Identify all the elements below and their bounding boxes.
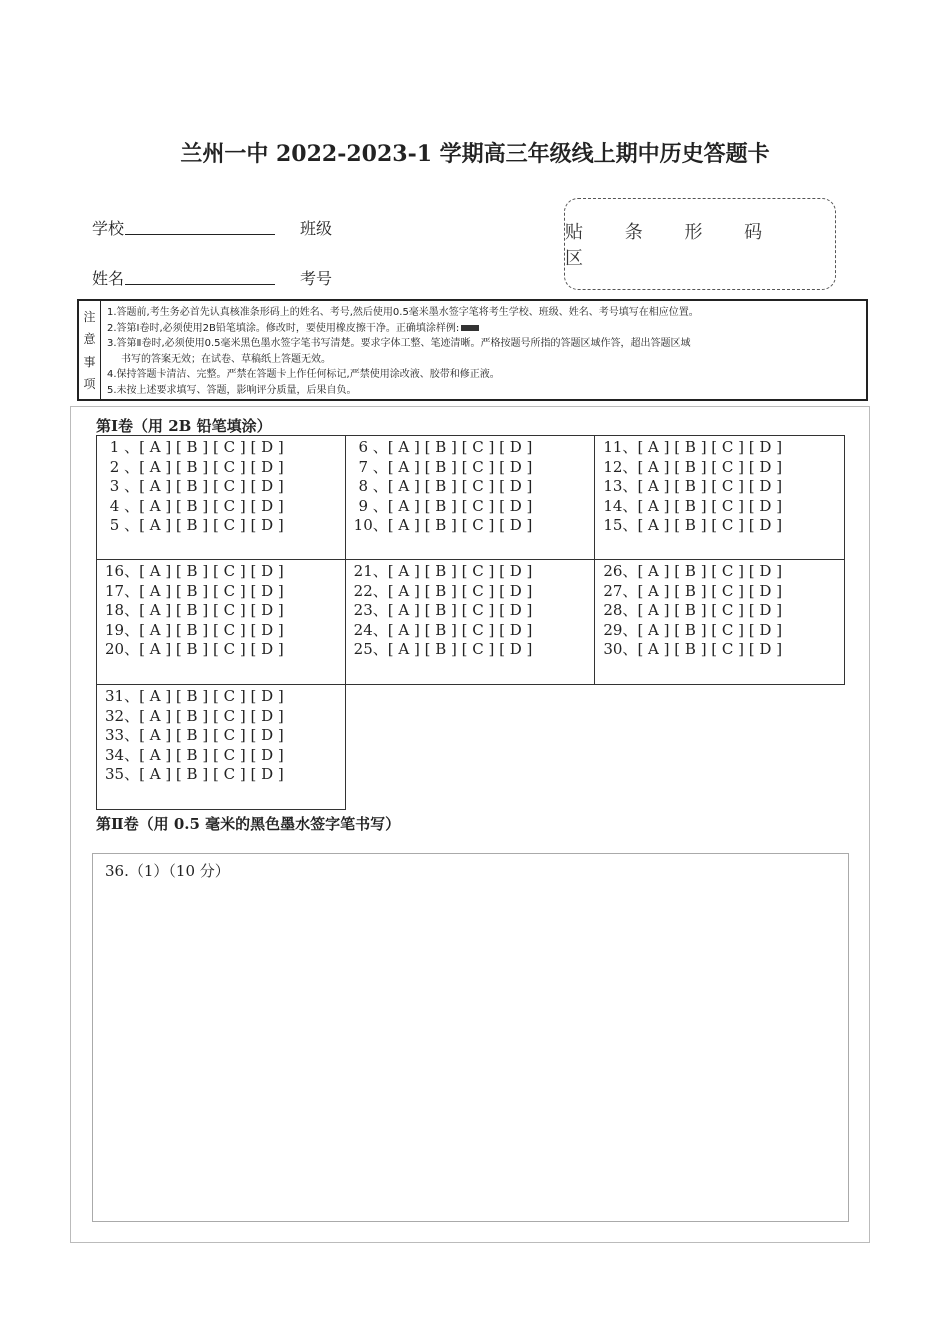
question-number: 5 、 (105, 516, 140, 534)
mc-question[interactable] (354, 562, 595, 582)
answer-options[interactable]: [ A ] [ B ] [ C ] [ D ] (387, 477, 533, 495)
notice-line-with-sample (107, 321, 856, 337)
mc-question[interactable] (603, 562, 844, 582)
notice-side-char: 注 (83, 309, 96, 324)
question-number: 19、 (105, 620, 140, 639)
answer-options[interactable]: [ A ] [ B ] [ C ] [ D ] (387, 640, 533, 658)
mc-question[interactable] (603, 621, 844, 641)
question-number: 13、 (603, 477, 638, 495)
notice-line: 2.答第Ⅰ卷时,必须使用2B铅笔填涂。修改时，要使用橡皮擦干净。正确填涂样例: (107, 322, 460, 334)
answer-options[interactable]: [ A ] [ B ] [ C ] [ D ] (139, 516, 284, 534)
mc-question[interactable] (603, 601, 844, 621)
answer-options[interactable]: [ A ] [ B ] [ C ] [ D ] (139, 706, 284, 725)
answer-options[interactable]: [ A ] [ B ] [ C ] [ D ] (139, 601, 284, 619)
question-number: 20、 (105, 640, 140, 658)
mc-question[interactable] (105, 707, 345, 727)
notice-line: 4.保持答题卡清洁、完整。严禁在答题卡上作任何标记,严禁使用涂改液、胶带和修正液。 (107, 369, 500, 380)
mc-question[interactable] (354, 458, 595, 478)
answer-options[interactable]: [ A ] [ B ] [ C ] [ D ] (637, 640, 783, 658)
answer-options[interactable]: [ A ] [ B ] [ C ] [ D ] (139, 620, 284, 639)
question-number: 7 、 (353, 457, 388, 476)
answer-options[interactable]: [ A ] [ B ] [ C ] [ D ] (387, 581, 533, 600)
mc-row-2 (96, 560, 845, 685)
question-number: 29、 (603, 620, 638, 639)
answer-options[interactable]: [ A ] [ B ] [ C ] [ D ] (387, 438, 533, 456)
question-number: 17、 (105, 581, 140, 600)
mc-question[interactable] (603, 438, 844, 458)
answer-options[interactable]: [ A ] [ B ] [ C ] [ D ] (139, 496, 284, 515)
mc-question[interactable] (354, 438, 595, 458)
answer-options[interactable]: [ A ] [ B ] [ C ] [ D ] (387, 562, 533, 580)
mc-question[interactable] (603, 582, 844, 602)
notice-box (77, 299, 868, 401)
mc-cell (96, 685, 346, 810)
mc-cell (346, 435, 596, 560)
answer-options[interactable]: [ A ] [ B ] [ C ] [ D ] (139, 477, 284, 495)
answer-options[interactable]: [ A ] [ B ] [ C ] [ D ] (139, 640, 284, 658)
mc-question[interactable] (105, 687, 345, 707)
class-label: 班级 (300, 219, 333, 238)
question-number: 14、 (603, 496, 638, 515)
section1-label: 第Ⅰ卷（用 2B 铅笔填涂） (96, 417, 272, 435)
notice-line: 5.未按上述要求填写、答题，影响评分质量，后果自负。 (107, 384, 357, 396)
answer-options[interactable]: [ A ] [ B ] [ C ] [ D ] (139, 745, 284, 764)
mc-question[interactable] (105, 458, 345, 478)
mc-question[interactable] (354, 582, 595, 602)
answer-options[interactable]: [ A ] [ B ] [ C ] [ D ] (637, 477, 783, 495)
answer-options[interactable]: [ A ] [ B ] [ C ] [ D ] (139, 438, 284, 456)
page-title: 兰州一中 2022-2023-1 学期高三年级线上期中历史答题卡 (180, 141, 770, 167)
question-number: 26、 (603, 562, 638, 580)
question-number: 21、 (353, 562, 388, 580)
mc-question[interactable] (105, 497, 345, 517)
mc-question[interactable] (354, 477, 595, 497)
question-number: 30、 (603, 640, 638, 658)
question-number: 15、 (603, 516, 638, 534)
notice-side (79, 301, 101, 399)
notice-side-char: 事 (83, 354, 96, 369)
question-number: 34、 (105, 745, 140, 764)
question-number: 23、 (353, 601, 388, 619)
mc-cell (595, 435, 845, 560)
question-number: 2 、 (105, 457, 140, 476)
q36-label: 36.（1）（10 分） (105, 862, 230, 880)
mc-question[interactable] (105, 516, 345, 536)
question-number: 4 、 (105, 496, 140, 515)
question-number: 18、 (105, 601, 140, 619)
mc-question[interactable] (105, 746, 345, 766)
mc-question[interactable] (105, 477, 345, 497)
answer-options[interactable]: [ A ] [ B ] [ C ] [ D ] (139, 765, 284, 783)
question-number: 25、 (353, 640, 388, 658)
answer-options[interactable]: [ A ] [ B ] [ C ] [ D ] (387, 496, 533, 515)
mc-question[interactable] (603, 497, 844, 517)
answer-options[interactable]: [ A ] [ B ] [ C ] [ D ] (139, 726, 284, 744)
school-field[interactable] (125, 234, 275, 235)
answer-options[interactable]: [ A ] [ B ] [ C ] [ D ] (139, 581, 284, 600)
question-number: 33、 (105, 726, 140, 744)
notice-line: 3.答第Ⅱ卷时,必须使用0.5毫米黑色墨水签字笔书写清楚。要求字体工整、笔迹清晰。严格按题号所指的答题区域作答，超出答题区域 (107, 338, 691, 349)
mc-row-3 (96, 685, 845, 810)
answer-options[interactable]: [ A ] [ B ] [ C ] [ D ] (387, 620, 533, 639)
mc-cell (595, 560, 845, 685)
notice-side-char: 项 (83, 377, 96, 392)
question-number: 32、 (105, 706, 140, 725)
mc-question[interactable] (105, 601, 345, 621)
school-label: 学校 (92, 219, 125, 238)
name-label: 姓名 (92, 269, 125, 288)
answer-options[interactable]: [ A ] [ B ] [ C ] [ D ] (387, 516, 533, 534)
answer-options[interactable]: [ A ] [ B ] [ C ] [ D ] (637, 581, 783, 600)
mc-question[interactable] (354, 497, 595, 517)
question-number: 27、 (603, 581, 638, 600)
answer-options[interactable]: [ A ] [ B ] [ C ] [ D ] (637, 516, 783, 534)
question-number: 1 、 (105, 438, 140, 456)
notice-side-char: 意 (83, 332, 96, 347)
question-number: 6 、 (353, 438, 388, 456)
question-number: 35、 (105, 765, 140, 783)
answer-options[interactable]: [ A ] [ B ] [ C ] [ D ] (637, 496, 783, 515)
section2-label: 第Ⅱ卷（用 0.5 毫米的黑色墨水签字笔书写） (96, 815, 401, 833)
notice-line: 1.答题前,考生务必首先认真核准条形码上的姓名、考号,然后使用0.5毫米墨水签字笔将考生学校、班级、姓名、考号填写在相应位置。 (107, 307, 699, 318)
answer-options[interactable]: [ A ] [ B ] [ C ] [ D ] (637, 620, 783, 639)
answer-box-q36[interactable] (92, 853, 849, 1222)
mc-question[interactable] (105, 562, 345, 582)
notice-lines (107, 305, 856, 398)
question-number: 8 、 (353, 477, 388, 495)
answer-options[interactable]: [ A ] [ B ] [ C ] [ D ] (637, 601, 783, 619)
mc-question[interactable] (105, 582, 345, 602)
barcode-area: 贴 条 形 码 区 (564, 198, 836, 290)
mc-question[interactable] (354, 640, 595, 660)
question-number: 12、 (603, 457, 638, 476)
mc-question[interactable] (105, 621, 345, 641)
answer-options[interactable]: [ A ] [ B ] [ C ] [ D ] (637, 457, 783, 476)
mc-question[interactable] (603, 516, 844, 536)
mc-question[interactable] (105, 438, 345, 458)
mc-cell (96, 435, 346, 560)
answer-options[interactable]: [ A ] [ B ] [ C ] [ D ] (139, 687, 284, 705)
exam-no-label: 考号 (300, 269, 333, 288)
answer-options[interactable]: [ A ] [ B ] [ C ] [ D ] (387, 457, 533, 476)
mc-question[interactable] (354, 621, 595, 641)
fill-sample-swatch (461, 325, 479, 331)
question-number: 24、 (353, 620, 388, 639)
answer-options[interactable]: [ A ] [ B ] [ C ] [ D ] (387, 601, 533, 619)
answer-options[interactable]: [ A ] [ B ] [ C ] [ D ] (139, 562, 284, 580)
question-number: 9 、 (353, 496, 388, 515)
mc-question[interactable] (105, 726, 345, 746)
mc-cell (96, 560, 346, 685)
mc-question[interactable] (354, 601, 595, 621)
mc-question[interactable] (603, 458, 844, 478)
question-number: 22、 (353, 581, 388, 600)
question-number: 10、 (353, 516, 388, 534)
question-number: 16、 (105, 562, 140, 580)
name-field[interactable] (125, 284, 275, 285)
question-number: 31、 (105, 687, 140, 705)
question-number: 11、 (603, 438, 638, 456)
answer-options[interactable]: [ A ] [ B ] [ C ] [ D ] (637, 562, 783, 580)
answer-options[interactable]: [ A ] [ B ] [ C ] [ D ] (139, 457, 284, 476)
answer-options[interactable]: [ A ] [ B ] [ C ] [ D ] (637, 438, 783, 456)
mc-question[interactable] (105, 640, 345, 660)
mc-question[interactable] (603, 640, 844, 660)
notice-line: 书写的答案无效；在试卷、草稿纸上答题无效。 (121, 353, 331, 365)
mc-question[interactable] (603, 477, 844, 497)
question-number: 3 、 (105, 477, 140, 495)
mc-cell (346, 560, 596, 685)
mc-question[interactable] (105, 765, 345, 785)
mc-row-1 (96, 435, 845, 560)
question-number: 28、 (603, 601, 638, 619)
mc-question[interactable] (354, 516, 595, 536)
